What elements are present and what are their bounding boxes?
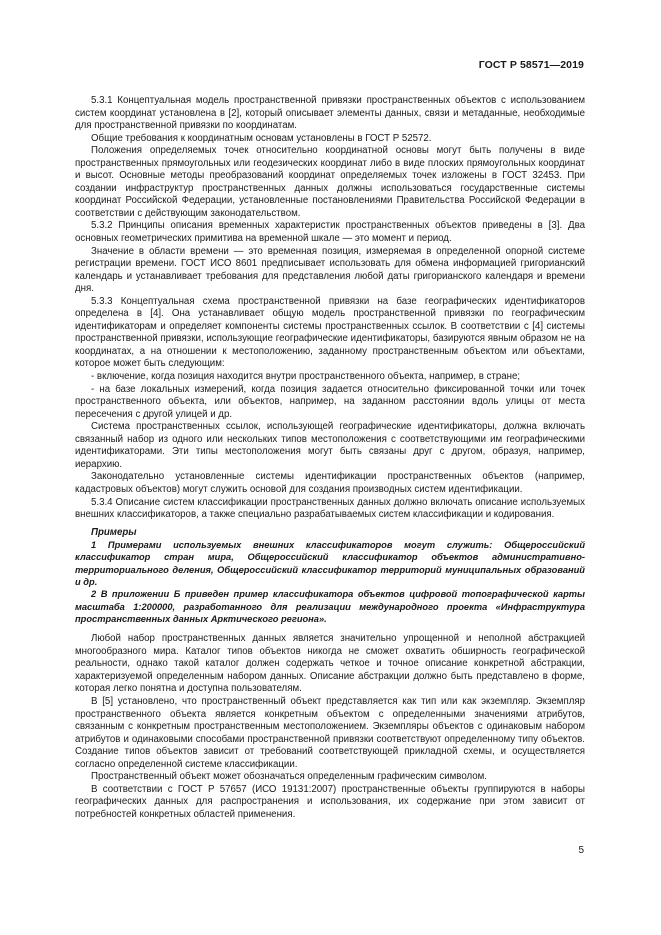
list-item: - включение, когда позиция находится внутри пространственного объекта, например, в стране;: [91, 371, 521, 383]
document-body: [75, 95, 585, 821]
list-item: - на базе локальных измерений, когда позиция задается относительно фиксированной точки или точек пространственного объекта, или объектов, например, на заданном расстоянии вдоль улицы от места пересечения с другой улицей и др.: [75, 383, 585, 420]
paragraph: 5.3.2 Принципы описания временных характеристик пространственных объектов приведены в [3]. Два основных геометрических примитива на временной шкале — это момент и период.: [75, 220, 585, 245]
paragraph: Любой набор пространственных данных является значительно упрощенной и неполной абстракцией многообразного мира. Каталог типов объектов никогда не сможет охватить обширность географической реальности, однако такой каталог должен содержать четкое и точное описание конкретной абстракции, характеризуемой определенным набором данных. Описание абстракции должно быть представлено в форме, которая легко понятна и доступна пользователям.: [75, 633, 585, 695]
paragraph: 5.3.4 Описание систем классификации пространственных данных должно включать описание используемых внешних классификаторов, а также специально разрабатываемых систем классификации и кодирования.: [75, 496, 585, 521]
after-examples: [75, 633, 585, 821]
document-code: ГОСТ Р 58571—2019: [478, 59, 584, 71]
paragraph: Законодательно установленные системы идентификации пространственных объектов (например, кадастровых объектов) могут служить основой для создания производных систем идентификации.: [75, 471, 585, 495]
paragraph: Система пространственных ссылок, использующей географические идентификаторы, должна включать связанный набор из одного или нескольких типов местоположения с соответствующими им географическими идентификаторами. Эти типы местоположения могут быть связаны друг с другом, образуя, например, иерархию.: [75, 421, 585, 470]
example-item: 2 В приложении Б приведен пример классификатора объектов цифровой топографической карты масштаба 1:200000, разработанного для реализации международного проекта «Инфраструктура пространственных данных Арктического региона».: [75, 589, 585, 624]
paragraph: Положения определяемых точек относительно координатной основы могут быть получены в виде пространственных прямоугольных или геодезических координат либо в виде плоских прямоугольных координат и высот. Основные методы преобразований координат определяемых точек изложены в ГОСТ 32453. При создании инфраструктур пространственных данных должны использоваться государственные системы координат Российской Федерации, установленные постановлениями Правительства Российской Федерации в соответствии с действующим законодательством.: [75, 145, 585, 219]
paragraph: Пространственный объект может обозначаться определенным графическим символом.: [91, 771, 487, 783]
examples-heading: Примеры: [91, 526, 137, 538]
examples-block: [75, 527, 585, 626]
paragraph: 5.3.3 Концептуальная схема пространственной привязки на базе географических идентификаторов определена в [4]. Она устанавливает общую модель пространственной привязки по географическим идентификаторам и определяет компоненты системы пространственных ссылок. В соответствии с [4] системы пространственной привязки, использующие географические идентификаторы, базируются явным образом не на координатах, а на отношении к местоположению, заданному пространственным объектом или объектами, которое может быть следующим:: [75, 295, 585, 370]
page-number: 5: [578, 845, 584, 856]
paragraph: Значение в области времени — это временная позиция, измеряемая в определенной опорной системе регистрации времени. ГОСТ ИСО 8601 предписывает использовать для обмена информацией григорианский календарь и устанавливает требования для представления любой даты григорианского календаря и времени дня.: [75, 245, 585, 295]
paragraph: В соответствии с ГОСТ Р 57657 (ИСО 19131:2007) пространственные объекты группируются в наборы географических данных для распространения и использования, их содержание при этом зависит от потребностей конкретных областей применения.: [75, 783, 585, 820]
paragraph: В [5] установлено, что пространственный объект представляется как тип или как экземпляр. Экземпляр пространственного объекта является конкретным объектом с определенными значениями атрибутов, связанным с конкретным пространственным местоположением. Экземпляры объектов с одинаковым набором атрибутов и одинаковыми способами пространственной привязки соответствуют определенному типу объектов. Создание типов объектов зависит от требований соответствующей прикладной схемы, и осуществляется согласно определенной системе классификации.: [75, 695, 585, 770]
paragraph: Общие требования к координатным основам установлены в ГОСТ Р 52572.: [91, 132, 432, 144]
paragraph: 5.3.1 Концептуальная модель пространственной привязки пространственных объектов с использованием систем координат установлена в [2], который описывает элементы данных, связи и метаданные, необходимые для пространственной привязки по координатам.: [75, 95, 585, 132]
example-item: 1 Примерами используемых внешних классификаторов могут служить: Общероссийский классификатор стран мира, Общероссийский классификатор объектов административно-территориального деления, Общероссийский классификатор территорий муниципальных образований и др.: [75, 540, 585, 588]
